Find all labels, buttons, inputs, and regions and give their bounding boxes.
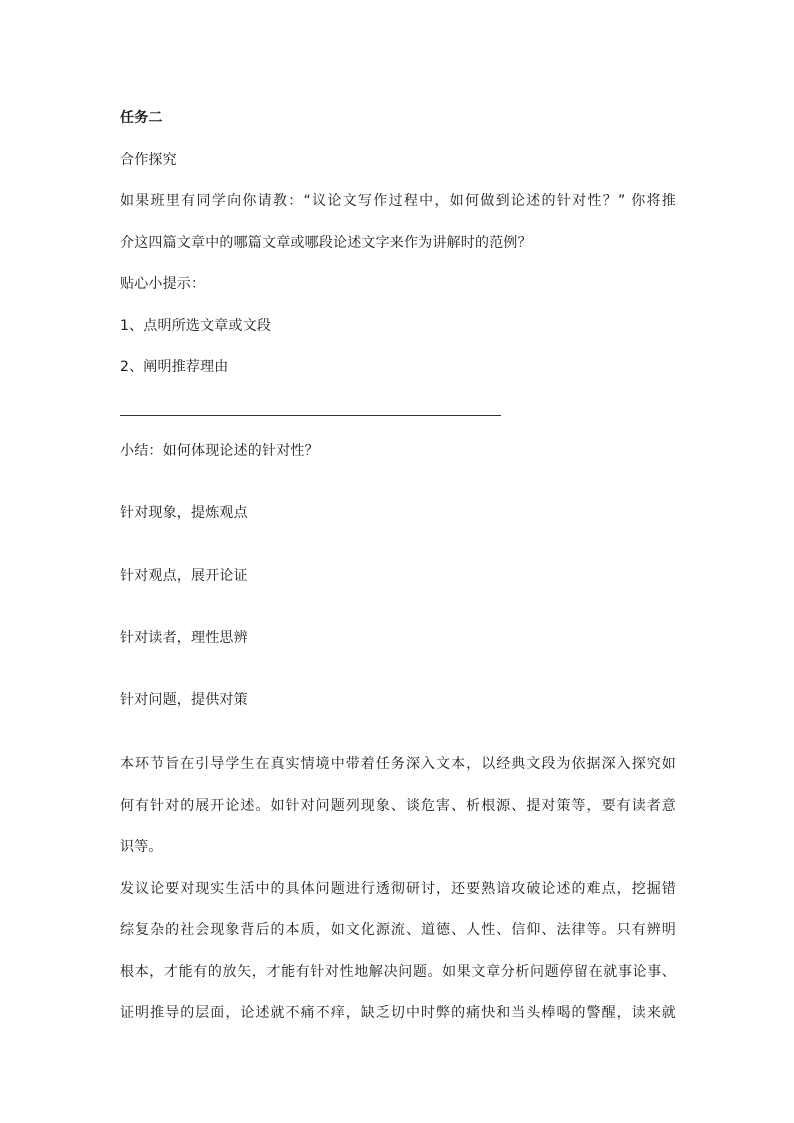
paragraph-2-line-4: 证明推导的层面，论述就不痛不痒，缺乏切中时弊的痛快和当头棒喝的警醒，读来就 bbox=[120, 1005, 676, 1021]
paragraph-2-line-3: 根本，才能有的放矢，才能有针对性地解决问题。如果文章分析问题停留在就事论事、 bbox=[120, 964, 676, 980]
tip-item-2: 2、阐明推荐理由 bbox=[120, 359, 229, 375]
paragraph-2-line-2: 综复杂的社会现象背后的本质，如文化源流、道德、人性、信仰、法律等。只有辨明 bbox=[120, 922, 676, 938]
point-item-2: 针对观点，展开论证 bbox=[120, 568, 248, 584]
section-heading: 任务二 bbox=[120, 110, 163, 126]
section-subheading: 合作探究 bbox=[120, 152, 177, 168]
point-item-1: 针对现象，提炼观点 bbox=[120, 505, 248, 521]
paragraph-1-line-2: 何有针对的展开论述。如针对问题列现象、谈危害、析根源、提对策等，要有读者意 bbox=[120, 798, 676, 814]
tips-label: 贴心小提示： bbox=[120, 276, 206, 292]
question-line-2: 介这四篇文章中的哪篇文章或哪段论述文字来作为讲解时的范例？ bbox=[120, 235, 532, 251]
paragraph-1-line-1: 本环节旨在引导学生在真实情境中带着任务深入文本，以经典文段为依据深入探究如 bbox=[120, 756, 676, 772]
point-item-4: 针对问题，提供对策 bbox=[120, 692, 248, 708]
paragraph-1-line-3: 识等。 bbox=[120, 839, 163, 855]
point-item-3: 针对读者，理性思辨 bbox=[120, 630, 248, 646]
tip-item-1: 1、点明所选文章或文段 bbox=[120, 318, 272, 334]
answer-blank-line bbox=[120, 415, 501, 416]
question-line-1: 如果班里有同学向你请教：“议论文写作过程中，如何做到论述的针对性？” 你将推 bbox=[120, 193, 676, 209]
summary-question: 小结：如何体现论述的针对性？ bbox=[120, 443, 319, 459]
paragraph-2-line-1: 发议论要对现实生活中的具体问题进行透彻研讨，还要熟谙攻破论述的难点，挖掘错 bbox=[120, 881, 676, 897]
